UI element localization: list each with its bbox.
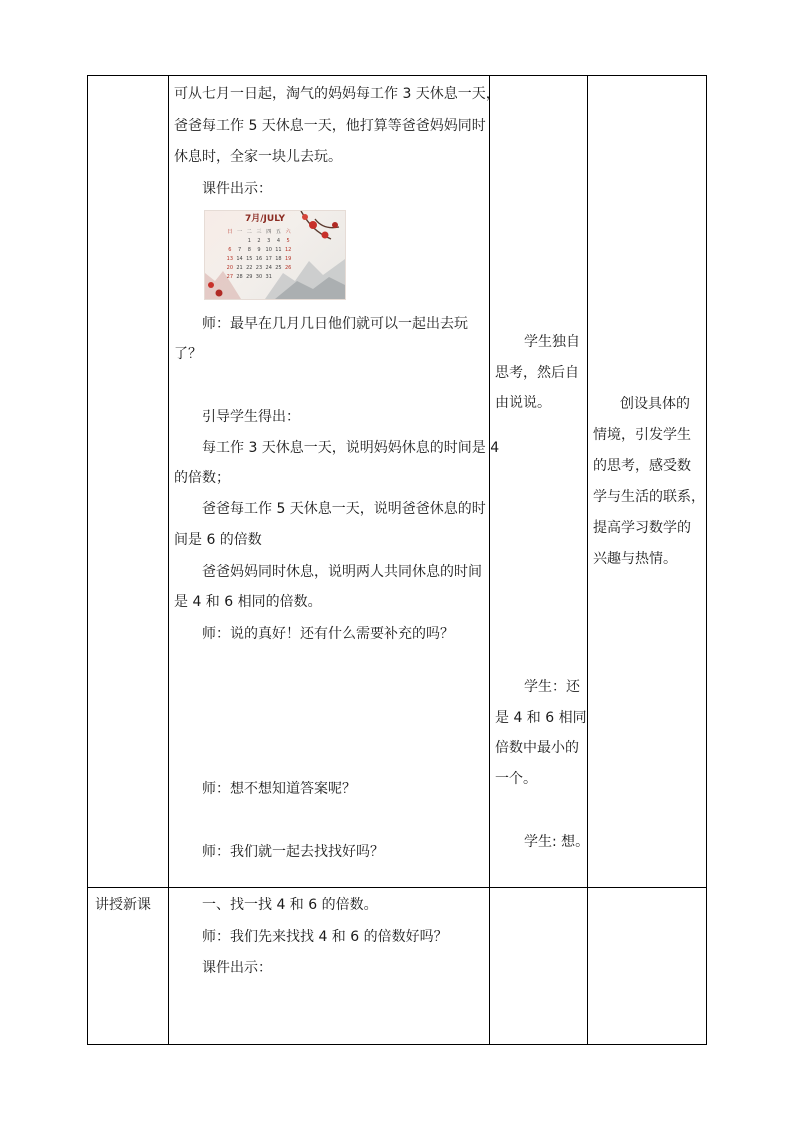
calendar-day: 2 [257, 238, 261, 244]
calendar-day: 28 [236, 274, 243, 280]
calendar-weekday: 二 [246, 229, 252, 235]
text-line: 的倍数； [174, 470, 230, 486]
text-line: 爸爸每工作 5 天休息一天，他打算等爸爸妈妈同时 [174, 118, 486, 134]
text-line: 一、找一找 4 和 6 的倍数。 [202, 897, 378, 913]
column-divider-3 [587, 76, 588, 1044]
text-line: 师：我们就一起去找找好吗？ [202, 844, 384, 860]
intent-text: 兴趣与热情。 [593, 551, 677, 567]
stage-label: 讲授新课 [95, 897, 151, 913]
student-text: 由说说。 [495, 395, 551, 411]
intent-text: 的思考，感受数 [593, 458, 691, 474]
calendar-day: 18 [275, 256, 282, 262]
text-line: 师：说的真好！还有什么需要补充的吗？ [202, 626, 454, 642]
student-text: 倍数中最小的 [495, 740, 579, 756]
calendar-weekday: 五 [275, 229, 281, 235]
calendar-day: 19 [284, 256, 292, 262]
column-divider-2 [489, 76, 490, 1044]
calendar-day: 29 [246, 274, 253, 280]
text-line: 师：我们先来找找 4 和 6 的倍数好吗？ [202, 929, 448, 945]
text-line: 课件出示： [202, 960, 272, 976]
calendar-day: 15 [246, 256, 253, 262]
calendar-day: 16 [255, 256, 263, 262]
calendar-day: 27 [226, 274, 234, 280]
student-text: 学生：还 [524, 679, 580, 695]
column-divider-1 [168, 76, 169, 1044]
calendar-day: 11 [275, 247, 282, 253]
calendar-day: 10 [265, 247, 272, 253]
intent-text: 提高学习数学的 [593, 520, 691, 536]
student-text: 学生独自 [524, 334, 580, 350]
calendar-day: 22 [246, 265, 253, 271]
intent-text: 学与生活的联系， [593, 489, 705, 505]
text-line: 可从七月一日起，淘气的妈妈每工作 3 天休息一天， [174, 86, 500, 102]
text-line: 休息时，全家一块儿去玩。 [174, 149, 342, 165]
calendar-day: 30 [255, 274, 263, 280]
text-line: 师：最早在几月几日他们就可以一起出去玩 [202, 316, 468, 332]
calendar-day: 31 [265, 274, 272, 280]
calendar-day [225, 237, 235, 246]
calendar-grid [225, 228, 293, 282]
student-text: 思考，然后自 [495, 365, 579, 381]
text-line: 是 4 和 6 相同的倍数。 [174, 594, 322, 610]
calendar-day: 26 [284, 265, 292, 271]
student-text: 是 4 和 6 相同 [495, 710, 587, 726]
text-line: 每工作 3 天休息一天，说明妈妈休息的时间是 4 [202, 440, 500, 456]
text-line: 师：想不想知道答案呢？ [202, 781, 356, 797]
calendar-weekday: 一 [237, 229, 243, 235]
calendar-day: 5 [286, 238, 290, 244]
calendar-weekday: 四 [266, 229, 272, 235]
calendar-day: 24 [265, 265, 272, 271]
calendar-day: 17 [265, 256, 272, 262]
student-text: 一个。 [495, 771, 537, 787]
text-line: 课件出示： [202, 181, 272, 197]
calendar-day: 1 [247, 238, 251, 244]
calendar-image [204, 210, 346, 300]
intent-text: 情境，引发学生 [593, 427, 691, 443]
calendar-day: 4 [276, 238, 281, 244]
text-line: 间是 6 的倍数 [174, 532, 262, 548]
calendar-day: 9 [257, 247, 261, 253]
text-line: 了？ [174, 346, 202, 362]
calendar-day: 12 [284, 247, 292, 253]
calendar-weekday: 三 [256, 229, 262, 235]
lesson-plan-table [87, 75, 707, 1045]
row-divider [88, 887, 706, 888]
calendar-day: 13 [226, 256, 234, 262]
calendar-day: 8 [247, 247, 251, 253]
calendar-day: 14 [236, 256, 243, 262]
calendar-day: 25 [275, 265, 282, 271]
calendar-day: 23 [255, 265, 263, 271]
text-line: 引导学生得出： [202, 409, 300, 425]
calendar-day: 6 [228, 247, 232, 253]
calendar-day: 21 [236, 265, 243, 271]
student-text: 学生: 想。 [524, 834, 590, 850]
calendar-title: 7月/JULY [245, 214, 286, 224]
calendar-day [235, 237, 245, 246]
text-line: 爸爸妈妈同时休息，说明两人共同休息的时间 [202, 564, 482, 580]
calendar-day: 3 [267, 238, 271, 244]
calendar-weekday: 日 [227, 229, 233, 235]
intent-text: 创设具体的 [620, 396, 690, 412]
calendar-day: 20 [226, 265, 234, 271]
text-line: 爸爸每工作 5 天休息一天，说明爸爸休息的时 [202, 501, 486, 517]
calendar-weekday: 六 [285, 229, 291, 235]
calendar-day: 7 [237, 247, 242, 253]
